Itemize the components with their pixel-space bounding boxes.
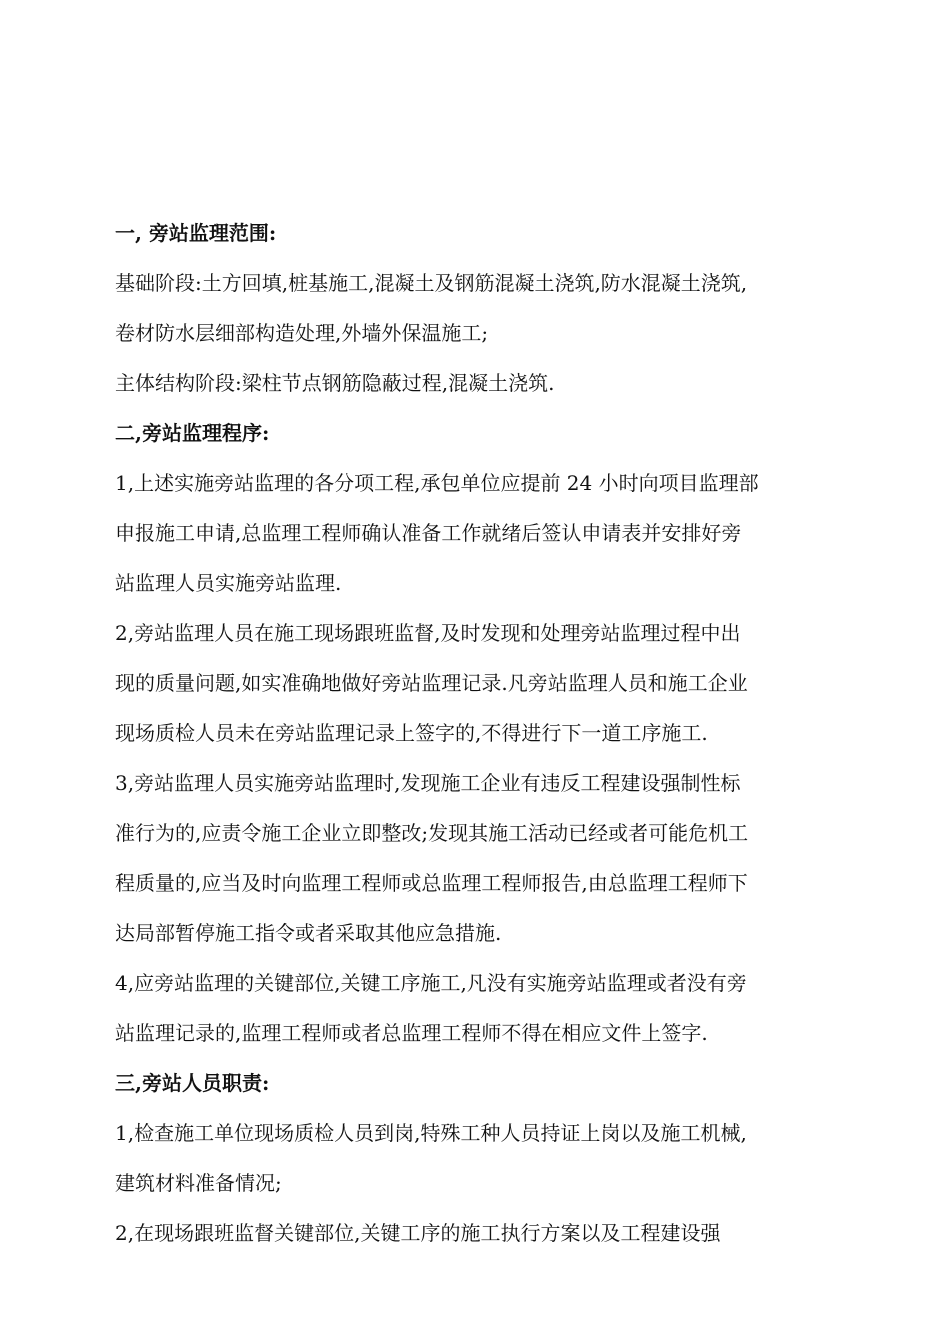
paragraph-line: 准行为的,应责令施工企业立即整改;发现其施工活动已经或者可能危机工 xyxy=(115,821,749,845)
section-heading-procedure: 二,旁站监理程序: xyxy=(115,421,270,445)
document-page xyxy=(115,208,835,1258)
paragraph-line: 1,检查施工单位现场质检人员到岗,特殊工种人员持证上岗以及施工机械, xyxy=(115,1121,747,1145)
paragraph-line: 卷材防水层细部构造处理,外墙外保温施工; xyxy=(115,321,489,345)
section-heading-scope: 一, 旁站监理范围: xyxy=(115,221,277,245)
paragraph-line: 达局部暂停施工指令或者采取其他应急措施. xyxy=(115,921,502,945)
paragraph-line: 站监理人员实施旁站监理. xyxy=(115,571,342,595)
paragraph-line: 3,旁站监理人员实施旁站监理时,发现施工企业有违反工程建设强制性标 xyxy=(115,771,741,795)
section-heading-duties: 三,旁站人员职责: xyxy=(115,1071,270,1095)
paragraph-line: 2,在现场跟班监督关键部位,关键工序的施工执行方案以及工程建设强 xyxy=(115,1221,721,1245)
paragraph-line: 建筑材料准备情况; xyxy=(115,1171,282,1195)
paragraph-line: 程质量的,应当及时向监理工程师或总监理工程师报告,由总监理工程师下 xyxy=(115,871,748,895)
paragraph-line: 基础阶段:土方回填,桩基施工,混凝土及钢筋混凝土浇筑,防水混凝土浇筑, xyxy=(115,271,748,295)
paragraph-line: 现场质检人员未在旁站监理记录上签字的,不得进行下一道工序施工. xyxy=(115,721,708,745)
paragraph-line: 1,上述实施旁站监理的各分项工程,承包单位应提前 24 小时向项目监理部 xyxy=(115,471,759,495)
paragraph-line: 申报施工申请,总监理工程师确认准备工作就绪后签认申请表并安排好旁 xyxy=(115,521,742,545)
paragraph-line: 现的质量问题,如实准确地做好旁站监理记录.凡旁站监理人员和施工企业 xyxy=(115,671,748,695)
paragraph-line: 2,旁站监理人员在施工现场跟班监督,及时发现和处理旁站监理过程中出 xyxy=(115,621,741,645)
paragraph-line: 站监理记录的,监理工程师或者总监理工程师不得在相应文件上签字. xyxy=(115,1021,708,1045)
paragraph-line: 主体结构阶段:梁柱节点钢筋隐蔽过程,混凝土浇筑. xyxy=(115,371,555,395)
paragraph-line: 4,应旁站监理的关键部位,关键工序施工,凡没有实施旁站监理或者没有旁 xyxy=(115,971,747,995)
